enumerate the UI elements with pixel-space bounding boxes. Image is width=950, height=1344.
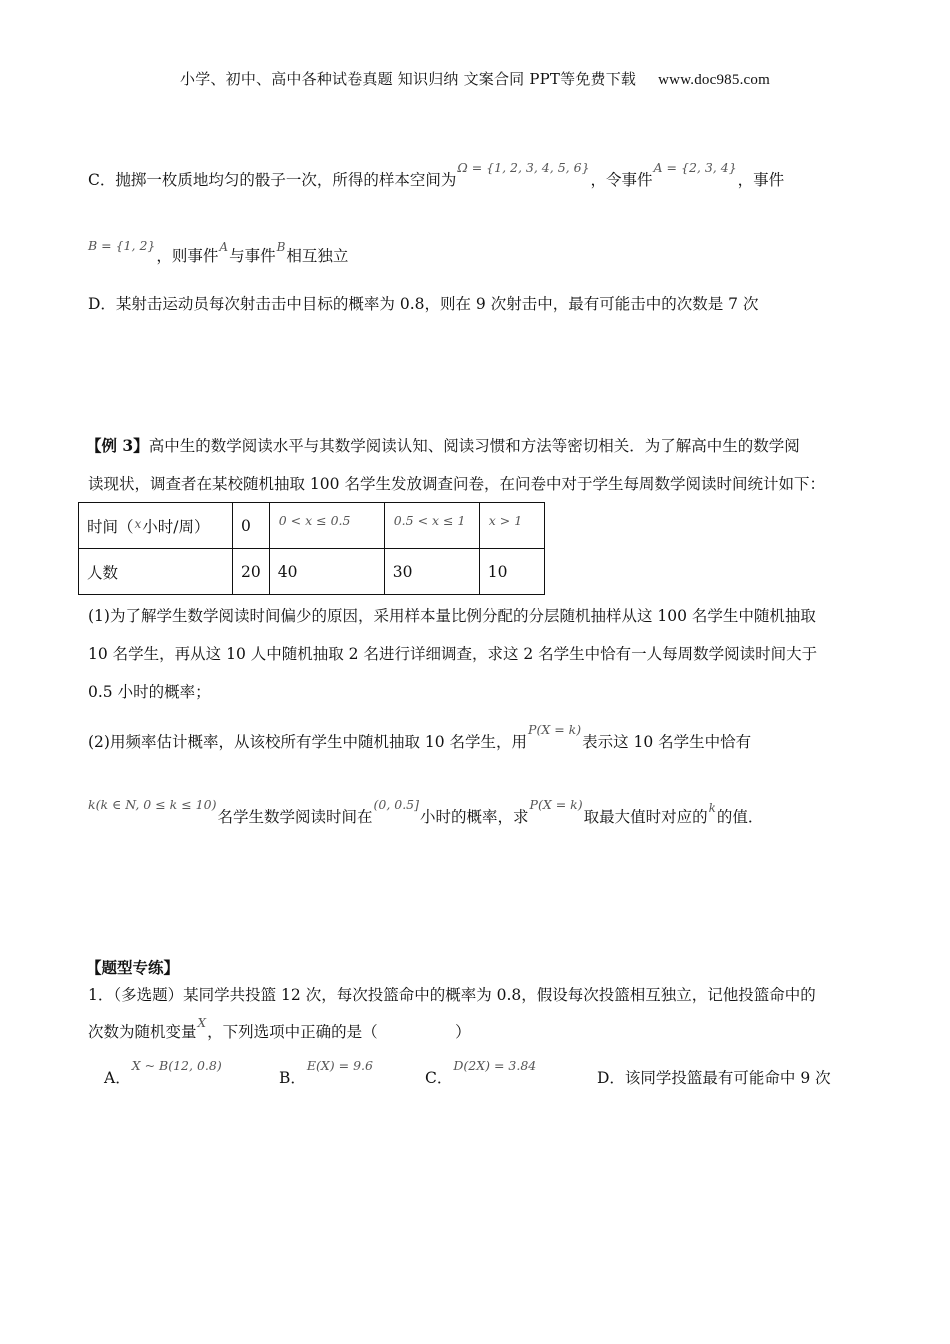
option-c-line2: $^{B = \{1, 2\}}$，则事件$^A$与事件$^B$相互独立 [88, 238, 349, 265]
p-formula-2: P(X = k) [529, 797, 583, 812]
table-cell: 20 [233, 549, 270, 595]
q2-line2: $^{k(k \in N, 0 \le k \le 10)}$名学生数学阅读时间在$^{(0, 0.5]}$小时的概率，求$^{P(X = k)}$取最大值时对应的$^k$的值． [88, 797, 764, 826]
q1-line2: 10 名学生，再从这 10 人中随机抽取 2 名进行详细调查，求这 2 名学生中恰有一人每周数学阅读时间大于 [88, 645, 818, 663]
practice-option-d: D．该同学投篮最有可能命中 9 次 [597, 1069, 831, 1087]
header-site: www.doc985.com [658, 72, 770, 88]
p-formula: P(X = k) [528, 722, 582, 737]
practice-option-c: C．$^{D(2X) = 3.84}$ [425, 1058, 537, 1087]
table-row [79, 549, 545, 595]
option-c-line1: C．抛掷一枚质地均匀的骰子一次，所得的样本空间为$^{\Omega = \{1, 2, 3, 4, 5, 6\}}$，令事件$^{A = \{2, 3, 4\}}$，事件 [88, 160, 785, 189]
reading-time-table [78, 502, 545, 595]
table-row [79, 503, 545, 549]
practice-option-b: B．$^{E(X) = 9.6}$ [279, 1058, 373, 1087]
practice-q1-line2: 次数为随机变量$^X$，下列选项中正确的是（ ） [88, 1016, 471, 1041]
table-cell: 0 < x ≤ 0.5 [269, 503, 384, 549]
header-text: 小学、初中、高中各种试卷真题 知识归纳 文案合同 PPT等免费下载 [180, 70, 637, 88]
table-header-cell: 时间（$^x$小时/周） [79, 503, 233, 549]
table-cell: 人数 [79, 549, 233, 595]
option-d-line: D．某射击运动员每次射击击中目标的概率为 0.8，则在 9 次射击中，最有可能击中的次数是 7 次 [88, 295, 759, 313]
table-cell: 10 [479, 549, 544, 595]
table-cell: 0.5 < x ≤ 1 [384, 503, 479, 549]
example3-line2: 读现状，调查者在某校随机抽取 100 名学生发放调查问卷，在问卷中对于学生每周数学阅读时间统计如下： [88, 475, 825, 493]
practice-q1-line1: 1．（多选题）某同学共投篮 12 次，每次投篮命中的概率为 0.8，假设每次投篮相互独立，记他投篮命中的 [88, 986, 816, 1004]
q1-line3: 0.5 小时的概率； [88, 683, 211, 701]
example3-line1: 【例 3】高中生的数学阅读水平与其数学阅读认知、阅读习惯和方法等密切相关．为了解高中生的数学阅 [86, 436, 800, 455]
q1-line1: (1)为了解学生数学阅读时间偏少的原因，采用样本量比例分配的分层随机抽样从这 100 名学生中随机抽取 [88, 607, 816, 625]
page-header [0, 68, 950, 89]
table-cell: 0 [233, 503, 270, 549]
interval-formula: (0, 0.5] [373, 797, 420, 812]
example3-label: 【例 3】 [86, 436, 149, 455]
event-a-formula: A = {2, 3, 4} [653, 160, 737, 175]
q2-line1: (2)用频率估计概率，从该校所有学生中随机抽取 10 名学生，用$^{P(X = k)}$表示这 10 名学生中恰有 [88, 722, 752, 751]
table-cell: 40 [269, 549, 384, 595]
practice-option-a: A．$^{X \sim B(12, 0.8)}$ [104, 1058, 222, 1087]
omega-formula: Ω = {1, 2, 3, 4, 5, 6} [457, 160, 590, 175]
event-b-formula: B = {1, 2} [88, 238, 156, 253]
table-cell: x > 1 [479, 503, 544, 549]
k-formula: k(k ∈ N, 0 ≤ k ≤ 10) [88, 797, 217, 812]
table-cell: 30 [384, 549, 479, 595]
practice-title: 【题型专练】 [86, 958, 180, 977]
